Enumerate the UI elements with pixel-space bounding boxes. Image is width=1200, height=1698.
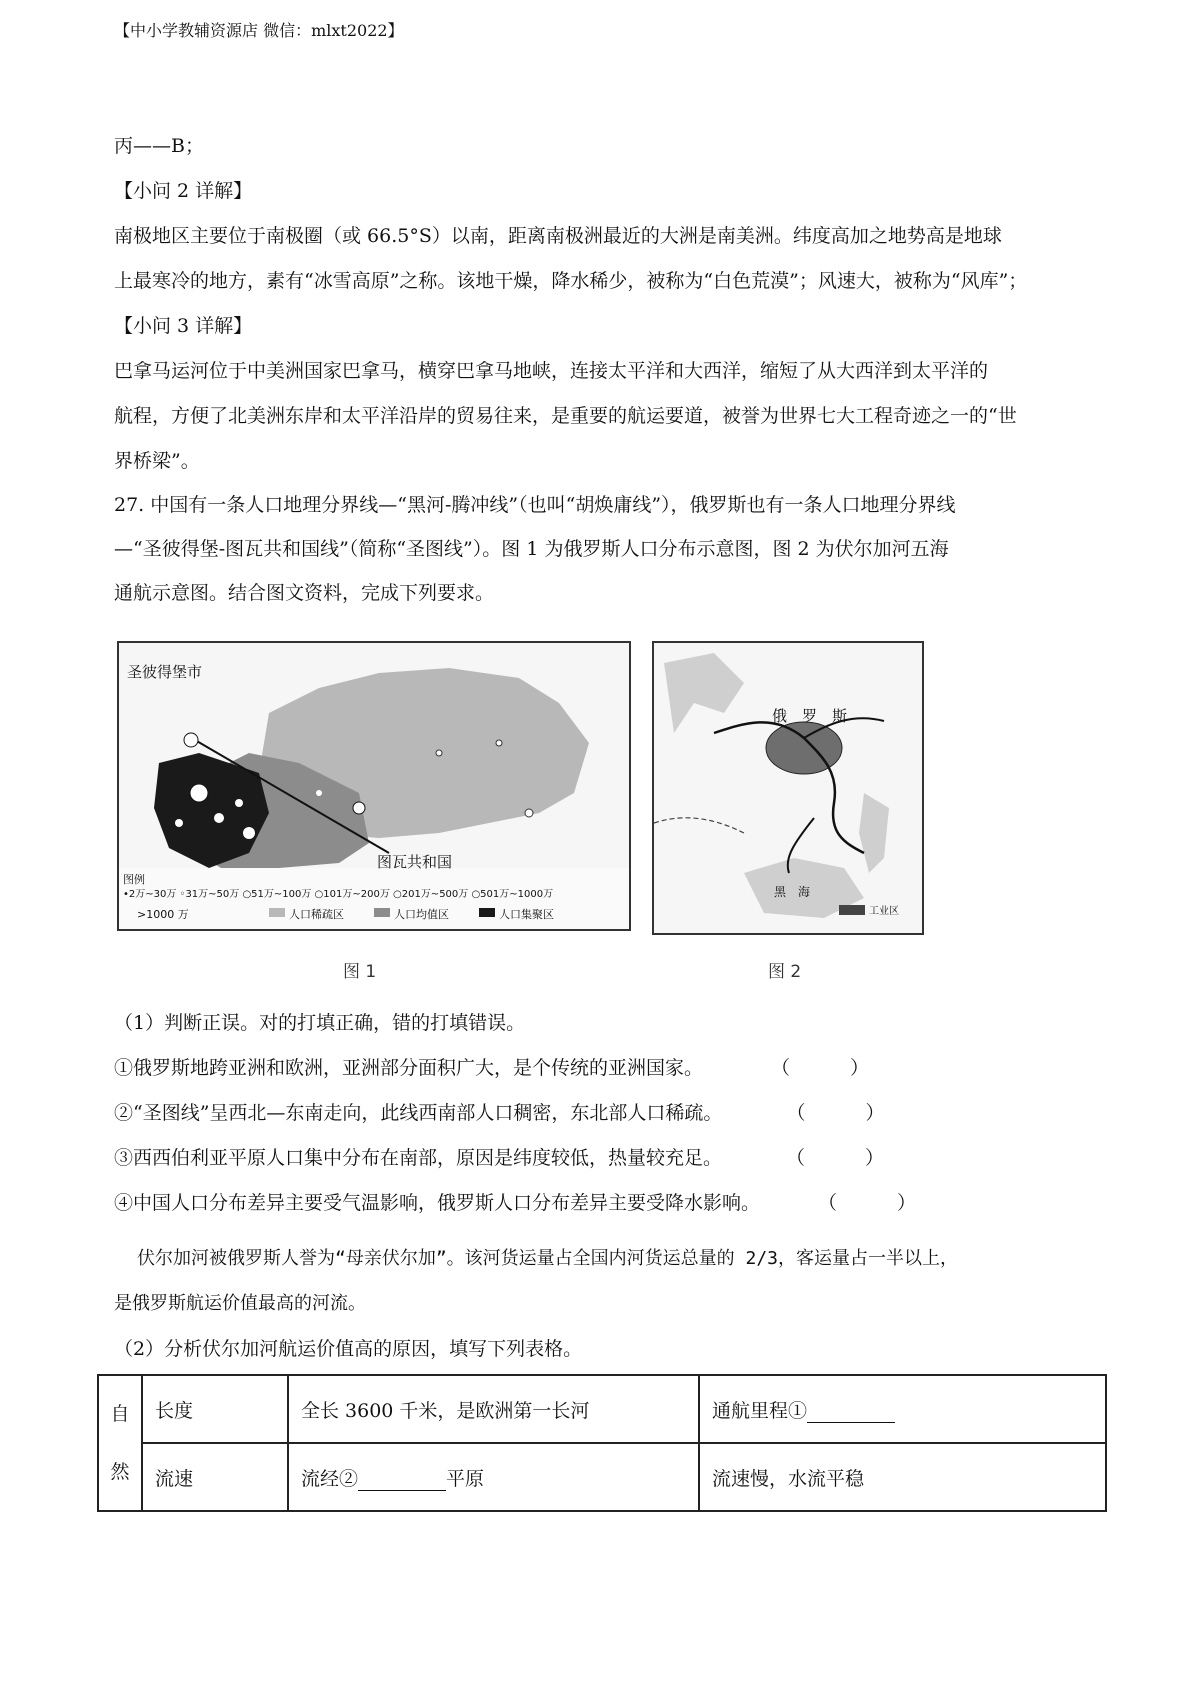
- volga-intro-text: 是俄罗斯航运价值最高的河流。: [114, 1293, 366, 1314]
- legend-dense: 人口集聚区: [499, 908, 554, 921]
- figure2-volga-map: [652, 641, 924, 935]
- blank-2[interactable]: [358, 1472, 446, 1491]
- legend-sparse: 人口稀疏区: [289, 908, 344, 921]
- table-row: [98, 1375, 1106, 1443]
- figure1-russia-population-map: [117, 641, 631, 931]
- factor-cell: 长度: [142, 1375, 288, 1443]
- st-petersburg-label: 圣彼得堡市: [127, 663, 203, 681]
- text-line: 航程，方便了北美洲东岸和太平洋沿岸的贸易往来，是重要的航运要道，被誉为世界七大工程奇迹之一的“世: [114, 405, 1017, 427]
- statement-3: ③西西伯利亚平原人口集中分布在南部，原因是纬度较低，热量较充足。 （ ）: [114, 1147, 885, 1169]
- legend-swatch-industry: [839, 905, 865, 915]
- city-marker: [353, 802, 365, 814]
- effect-cell: 流速慢，水流平稳: [699, 1443, 1106, 1511]
- st-petersburg-marker: [184, 733, 198, 747]
- city-marker: [235, 799, 243, 807]
- question-text: 27. 中国有一条人口地理分界线—“黑河-腾冲线”（也叫“胡焕庸线”），俄罗斯也有一条人口地理分界线: [114, 494, 956, 516]
- legend-industry: 工业区: [869, 906, 899, 917]
- city-marker: [316, 790, 322, 796]
- fact-cell: 全长 3600 千米，是欧洲第一长河: [288, 1375, 699, 1443]
- part1-instruction: （1）判断正误。对的打填正确，错的打填错误。: [114, 1012, 526, 1034]
- text-line: 巴拿马运河位于中美洲国家巴拿马，横穿巴拿马地峡，连接太平洋和大西洋，缩短了从大西洋到太平洋的: [114, 360, 989, 382]
- table-row: [98, 1443, 1106, 1511]
- city-marker: [525, 809, 533, 817]
- text-line: 界桥梁”。: [114, 450, 200, 472]
- legend-big-city: >1000 万: [137, 908, 189, 921]
- category-cell: 自然: [98, 1375, 142, 1511]
- effect-cell: 通航里程①: [699, 1375, 1106, 1443]
- figure2-caption: 图 2: [768, 962, 802, 982]
- volga-intro-text: 伏尔加河被俄罗斯人誉为“母亲伏尔加”。该河货运量占全国内河货运总量的 2/3，客运量占一半以上，: [137, 1248, 959, 1269]
- city-marker: [496, 740, 502, 746]
- figure1-caption: 图 1: [343, 962, 377, 982]
- text-line: 上最寒冷的地方，素有“冰雪高原”之称。该地干燥，降水稀少，被称为“白色荒漠”；风速大，被称为“风库”；: [114, 270, 1028, 292]
- caspian-sea: [859, 793, 889, 873]
- question-text: 通航示意图。结合图文资料，完成下列要求。: [114, 582, 495, 604]
- statement-2: ②“圣图线”呈西北—东南走向，此线西南部人口稠密，东北部人口稀疏。 （ ）: [114, 1102, 885, 1124]
- city-marker: [190, 784, 208, 802]
- answer-table: [97, 1374, 1107, 1512]
- legend-city-sizes: •2万~30万 ◦31万~50万 ○51万~100万 ○101万~200万 ○201万~500万 ○501万~1000万: [123, 889, 554, 900]
- subquestion-heading: 【小问 3 详解】: [114, 315, 253, 337]
- industrial-zone: [766, 722, 842, 774]
- legend-even: 人口均值区: [394, 908, 449, 921]
- fact-cell: 流经② 平原: [288, 1443, 699, 1511]
- part2-instruction: （2）分析伏尔加河航运价值高的原因，填写下列表格。: [114, 1338, 583, 1360]
- legend-swatch-sparse: [269, 908, 285, 917]
- black-sea-label: 黑 海: [774, 885, 811, 899]
- subquestion-heading: 【小问 2 详解】: [114, 180, 253, 202]
- text-line: 南极地区主要位于南极圈（或 66.5°S）以南，距离南极洲最近的大洲是南美洲。纬度高加之地势高是地球: [114, 225, 1002, 247]
- legend-title: 图例: [123, 873, 145, 886]
- blank-1[interactable]: [807, 1404, 895, 1423]
- legend-swatch-even: [374, 908, 390, 917]
- statement-4: ④中国人口分布差异主要受气温影响，俄罗斯人口分布差异主要受降水影响。 （ ）: [114, 1192, 917, 1214]
- watermark-header: 【中小学教辅资源店 微信：mlxt2022】: [114, 21, 404, 40]
- russia-label: 俄 罗 斯: [772, 707, 848, 725]
- legend-swatch-dense: [479, 908, 495, 917]
- border-line: [654, 818, 744, 833]
- question-text: —“圣彼得堡-图瓦共和国线”（简称“圣图线”）。图 1 为俄罗斯人口分布示意图，图 2 为伏尔加河五海: [114, 538, 949, 560]
- city-marker: [436, 750, 442, 756]
- tuva-label: 图瓦共和国: [377, 853, 453, 871]
- baltic-region: [664, 653, 744, 733]
- statement-1: ①俄罗斯地跨亚洲和欧洲，亚洲部分面积广大，是个传统的亚洲国家。 （ ）: [114, 1057, 870, 1079]
- city-marker: [175, 819, 183, 827]
- city-marker: [243, 827, 255, 839]
- text-line: 丙——B；: [114, 135, 204, 157]
- factor-cell: 流速: [142, 1443, 288, 1511]
- city-marker: [214, 813, 224, 823]
